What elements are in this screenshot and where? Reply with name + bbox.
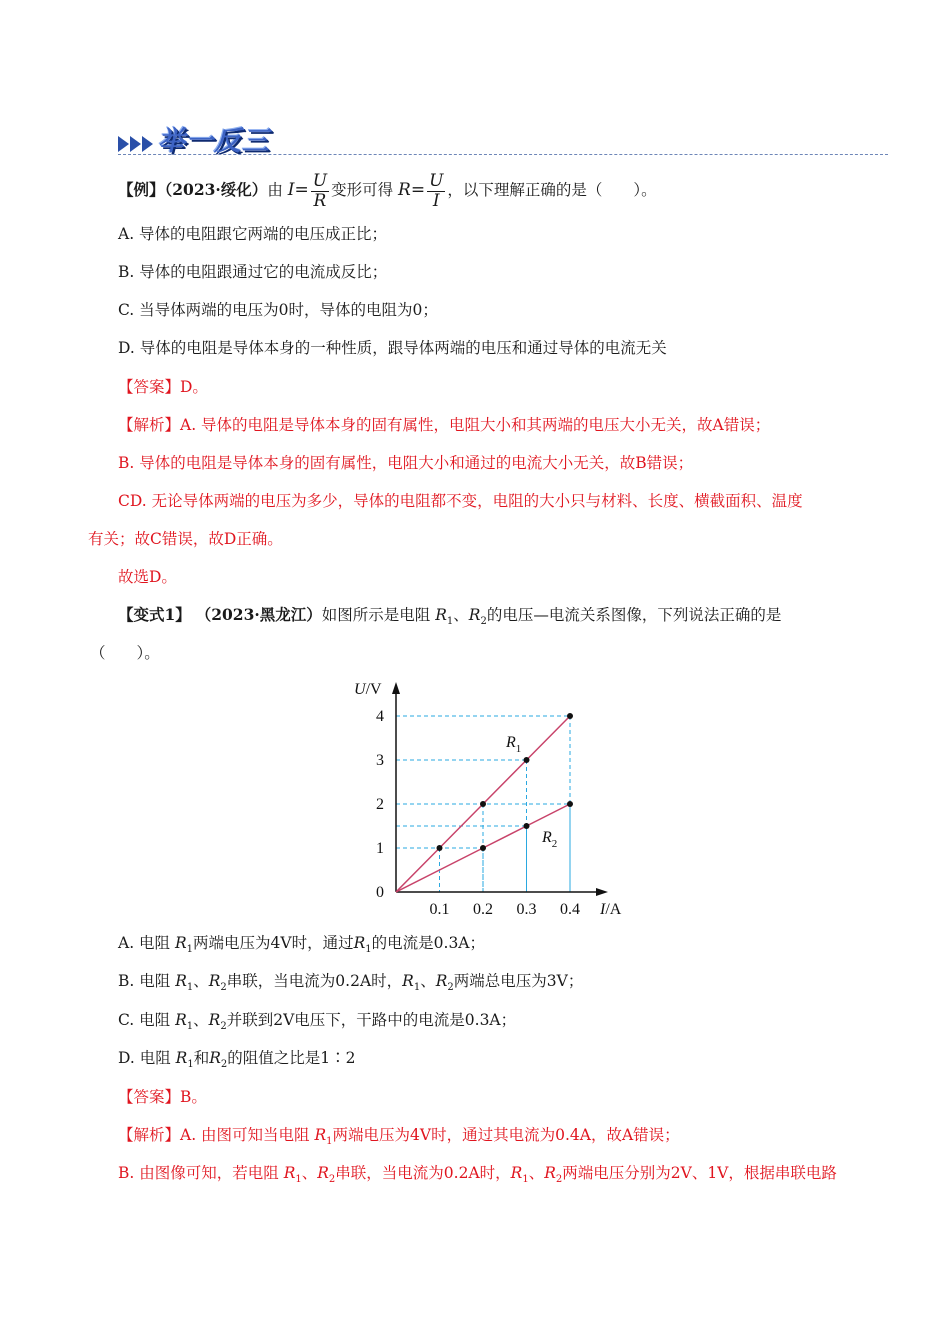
variant-question: 【变式1】 （2023·黑龙江）如图所示是电阻 $R_1$、$R_2$的电压—电流关系图像，下列说法正确的是 [118, 605, 782, 628]
x-axis-arrow [596, 888, 608, 896]
chevron-right-icon [118, 136, 129, 152]
variant-option-a: A. 电阻 $R_1$两端电压为4V时，通过$R_1$的电流是0.3A； [118, 934, 486, 956]
variant-tag: 【变式1】 [118, 605, 191, 624]
x-tick-label: 0.4 [560, 901, 580, 918]
y-tick-label: 2 [376, 796, 384, 813]
variant-analysis-line: B. 由图像可知，若电阻 $R_1$、$R_2$串联，当电流为0.2A时，$R_1$、$R_2$两端电压分别为2V、1V，根据串联电路 [118, 1164, 837, 1186]
data-point [437, 845, 443, 851]
x-tick-label: 0.1 [429, 901, 450, 918]
series-label-1: $R_1$ [506, 734, 522, 755]
example-source: （2023·绥化） [164, 180, 268, 199]
fraction-u-over-i: $\frac{U}{I}$ [429, 170, 444, 211]
data-point [567, 713, 573, 719]
analysis-line: B. 导体的电阻是导体本身的固有属性，电阻大小和通过的电流大小无关，故B错误； [118, 454, 694, 472]
y-tick-label: 3 [376, 752, 384, 769]
analysis-line: 【解析】A. 导体的电阻是导体本身的固有属性，电阻大小和其两端的电压大小无关，故A错误； [118, 416, 771, 434]
option-c: C. 当导体两端的电压为0时，导体的电阻为0； [118, 301, 438, 319]
data-point [480, 801, 486, 807]
chevron-right-icon [130, 136, 141, 152]
analysis-line: 故选D。 [118, 568, 177, 586]
answer: 【答案】D。 [118, 378, 208, 396]
voltage-current-chart [340, 672, 640, 924]
y-tick-label: 4 [376, 708, 384, 725]
x-axis-label: I/A [600, 901, 622, 918]
chevron-right-icon [142, 136, 153, 152]
x-tick-label: 0.2 [473, 901, 493, 918]
option-d: D. 导体的电阻是导体本身的一种性质，跟导体两端的电压和通过导体的电流无关 [118, 339, 667, 357]
option-b: B. 导体的电阻跟通过它的电流成反比； [118, 263, 388, 281]
series-label-2: $R_2$ [542, 829, 558, 850]
section-title: 举一反三 [158, 126, 270, 157]
y-axis-arrow [392, 682, 400, 694]
analysis-line: 有关；故C错误，故D正确。 [88, 530, 283, 548]
x-tick-label: 0.3 [516, 901, 537, 918]
data-point [480, 845, 486, 851]
variant-analysis-line: 【解析】A. 由图可知当电阻 $R_1$两端电压为4V时，通过其电流为0.4A，故A错误； [118, 1126, 680, 1148]
variant-source: （2023·黑龙江） [195, 605, 322, 624]
option-a: A. 导体的电阻跟它两端的电压成正比； [118, 225, 388, 243]
data-point [524, 823, 530, 829]
analysis-line: CD. 无论导体两端的电压为多少，导体的电阻都不变，电阻的大小只与材料、长度、横截面积、温度 [118, 492, 803, 510]
example-question: 【例】（2023·绥化）由 I= $\frac{U}{R}$ 变形可得 R= $\frac{U}{I}$ ，以下理解正确的是（ ）。 [118, 170, 657, 211]
section-banner [118, 118, 270, 158]
variant-option-c: C. 电阻 $R_1$、$R_2$并联到2V电压下，干路中的电流是0.3A； [118, 1011, 517, 1033]
origin-label: 0 [376, 884, 384, 901]
example-tag: 【例】 [118, 180, 165, 199]
section-divider [118, 154, 888, 155]
data-point [567, 801, 573, 807]
data-point [524, 757, 530, 763]
fraction-u-over-r: $\frac{U}{R}$ [312, 170, 328, 211]
y-axis-label: U/V [354, 681, 382, 698]
variant-question-cont: （ ）。 [90, 644, 160, 662]
y-tick-label: 1 [376, 840, 384, 857]
variant-option-b: B. 电阻 $R_1$、$R_2$串联，当电流为0.2A时，$R_1$、$R_2$两端总电压为3V； [118, 972, 584, 994]
variant-option-d: D. 电阻 $R_1$和$R_2$的阻值之比是1∶2 [118, 1049, 356, 1071]
variant-answer: 【答案】B。 [118, 1088, 207, 1106]
